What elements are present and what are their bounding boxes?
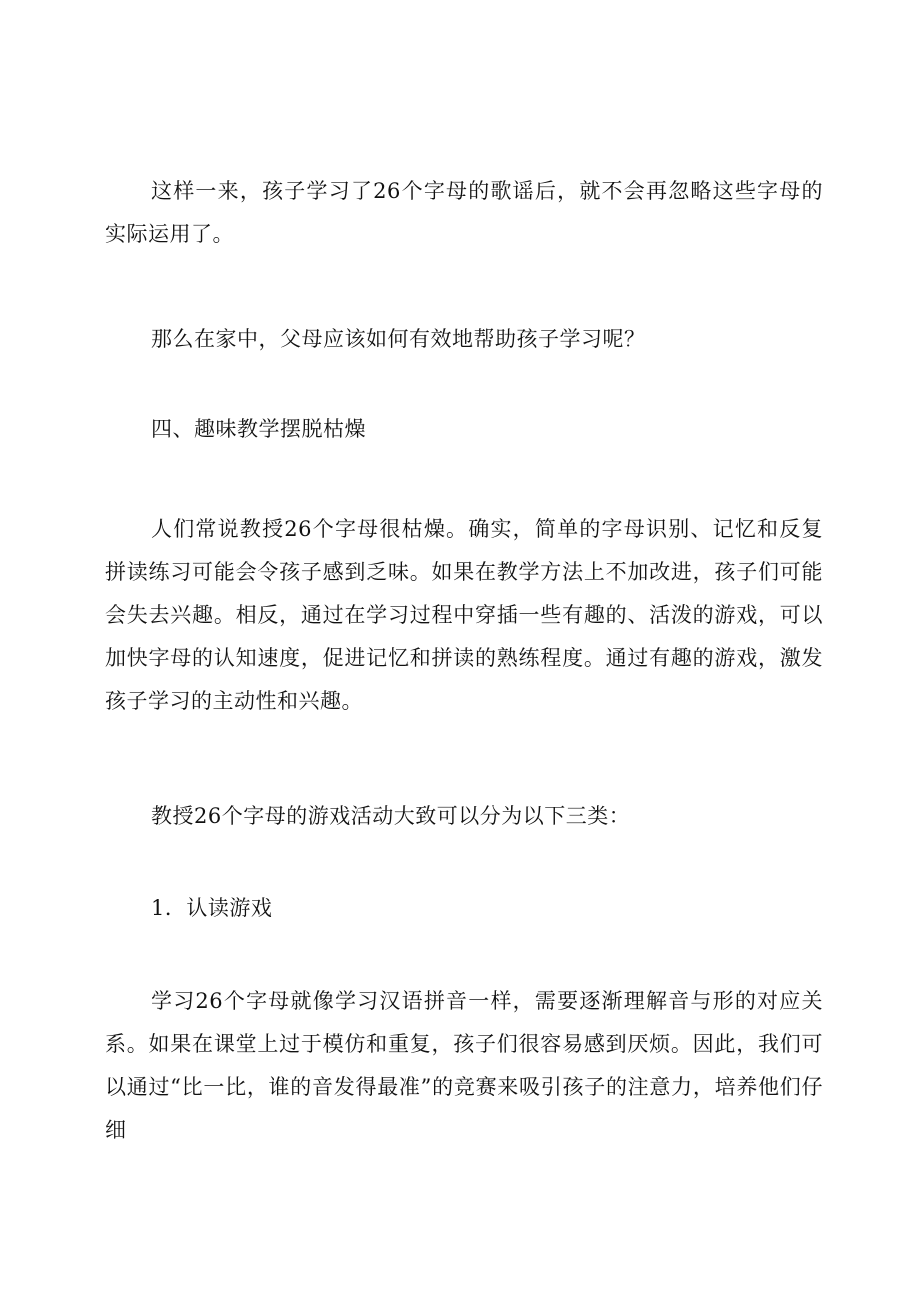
paragraph-fun-teaching: 人们常说教授26个字母很枯燥。确实，简单的字母识别、记忆和反复拼读练习可能会令孩子感到乏味。如果在教学方法上不加改进，孩子们可能会失去兴趣。相反，通过在学习过程中穿插一些有趣的、活泼的游戏，可以加快字母的认知速度，促进记忆和拼读的熟练程度。通过有趣的游戏，激发孩子学习的主动性和兴趣。 bbox=[105, 517, 823, 713]
paragraph-reading-games: 学习26个字母就像学习汉语拼音一样，需要逐渐理解音与形的对应关系。如果在课堂上过于模仿和重复，孩子们很容易感到厌烦。因此，我们可以通过“比一比，谁的音发得最准”的竞赛来吸引孩子的注意力，培养他们仔细 bbox=[105, 989, 823, 1142]
subheading-reading-games: 1．认读游戏 bbox=[151, 896, 273, 920]
paragraph-alphabet-song: 这样一来，孩子学习了26个字母的歌谣后，就不会再忽略这些字母的实际运用了。 bbox=[105, 179, 823, 246]
section-heading-fun-teaching: 四、趣味教学摆脱枯燥 bbox=[151, 417, 366, 441]
paragraph-parents-question: 那么在家中，父母应该如何有效地帮助孩子学习呢？ bbox=[151, 327, 646, 351]
paragraph-game-categories: 教授26个字母的游戏活动大致可以分为以下三类： bbox=[151, 804, 631, 828]
